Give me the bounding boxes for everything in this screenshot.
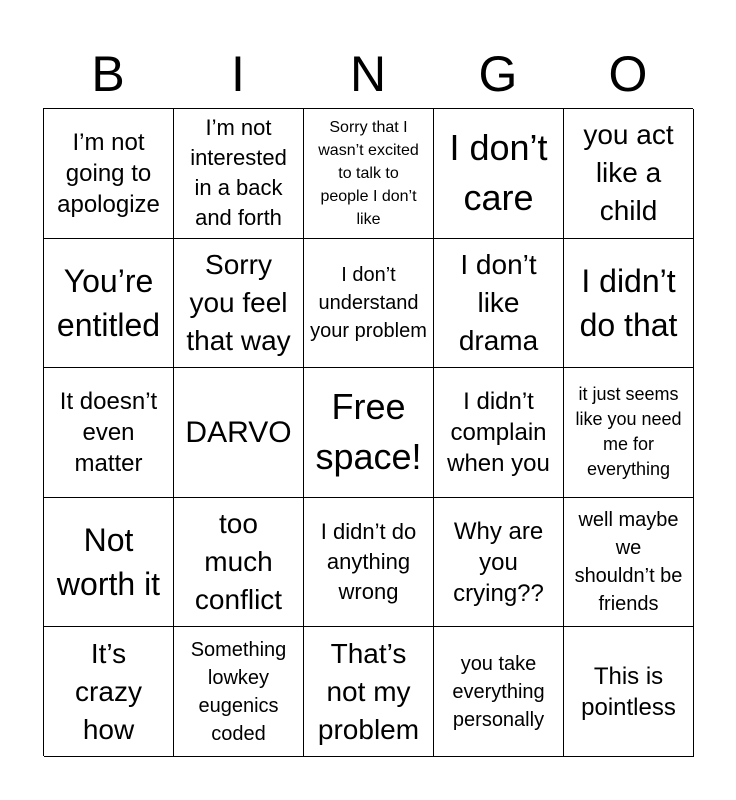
bingo-cell-r5c3[interactable] bbox=[304, 627, 434, 757]
header-letter-o: O bbox=[608, 46, 648, 102]
header-letter-b: B bbox=[91, 46, 125, 102]
bingo-cell-text: It doesn’t even matter bbox=[59, 387, 158, 477]
bingo-cell-text: DARVO bbox=[185, 415, 292, 449]
bingo-cell-r5c4[interactable] bbox=[434, 627, 564, 757]
bingo-cell-r1c1[interactable] bbox=[44, 109, 174, 239]
bingo-cell-text: I didn’t do anything wrong bbox=[320, 519, 417, 605]
bingo-card-grid bbox=[43, 108, 693, 756]
bingo-cell-text: Not worth it bbox=[56, 522, 161, 603]
bingo-cell-r3c5[interactable] bbox=[564, 368, 694, 498]
bingo-cell-r4c1[interactable] bbox=[44, 498, 174, 628]
bingo-cell-r3c3[interactable] bbox=[304, 368, 434, 498]
bingo-cell-text: I’m not interested in a back and forth bbox=[190, 115, 287, 231]
bingo-cell-text: too much conflict bbox=[194, 508, 283, 616]
bingo-cell-text: Why are you crying?? bbox=[453, 517, 544, 607]
bingo-cell-text: Free space! bbox=[315, 386, 422, 478]
bingo-cell-text: I didn’t complain when you bbox=[447, 387, 550, 477]
bingo-cell-text: it just seems like you need me for everything bbox=[575, 384, 682, 480]
bingo-cell-r3c2[interactable] bbox=[174, 368, 304, 498]
bingo-cell-text: It’s crazy how bbox=[75, 637, 142, 745]
bingo-cell-text: That’s not my problem bbox=[317, 637, 420, 745]
bingo-cell-r1c3[interactable] bbox=[304, 109, 434, 239]
bingo-cell-text: I didn’t do that bbox=[579, 262, 678, 343]
bingo-cell-r4c3[interactable] bbox=[304, 498, 434, 628]
bingo-cell-r2c5[interactable] bbox=[564, 239, 694, 369]
bingo-cell-r4c2[interactable] bbox=[174, 498, 304, 628]
bingo-cell-r4c5[interactable] bbox=[564, 498, 694, 628]
header-letter-g: G bbox=[478, 46, 518, 102]
bingo-cell-text: I’m not going to apologize bbox=[57, 128, 160, 218]
bingo-cell-r1c2[interactable] bbox=[174, 109, 304, 239]
bingo-cell-r2c4[interactable] bbox=[434, 239, 564, 369]
header-letter-n: N bbox=[349, 46, 387, 102]
bingo-cell-r4c4[interactable] bbox=[434, 498, 564, 628]
bingo-cell-text: You’re entitled bbox=[56, 262, 161, 343]
bingo-cell-text: This is pointless bbox=[581, 662, 676, 721]
bingo-cell-text: Sorry you feel that way bbox=[186, 248, 291, 356]
bingo-cell-r2c2[interactable] bbox=[174, 239, 304, 369]
bingo-cell-r1c4[interactable] bbox=[434, 109, 564, 239]
bingo-cell-r2c3[interactable] bbox=[304, 239, 434, 369]
bingo-cell-text: well maybe we shouldn’t be friends bbox=[574, 509, 683, 616]
bingo-cell-text: you act like a child bbox=[583, 119, 674, 227]
bingo-cell-r2c1[interactable] bbox=[44, 239, 174, 369]
bingo-cell-text: Something lowkey eugenics coded bbox=[190, 638, 287, 745]
bingo-cell-r3c1[interactable] bbox=[44, 368, 174, 498]
bingo-cell-text: I don’t like drama bbox=[458, 248, 539, 356]
bingo-cell-text: I don’t care bbox=[449, 127, 548, 219]
bingo-cell-r5c5[interactable] bbox=[564, 627, 694, 757]
bingo-cell-r5c2[interactable] bbox=[174, 627, 304, 757]
bingo-header bbox=[43, 40, 693, 108]
bingo-cell-text: you take everything personally bbox=[452, 652, 545, 731]
bingo-cell-r5c1[interactable] bbox=[44, 627, 174, 757]
bingo-cell-text: Sorry that I wasn’t excited to talk to people I don’t like bbox=[318, 118, 419, 228]
bingo-cell-r1c5[interactable] bbox=[564, 109, 694, 239]
bingo-cell-r3c4[interactable] bbox=[434, 368, 564, 498]
bingo-cell-text: I don’t understand your problem bbox=[310, 263, 427, 342]
header-letter-i: I bbox=[231, 46, 245, 102]
